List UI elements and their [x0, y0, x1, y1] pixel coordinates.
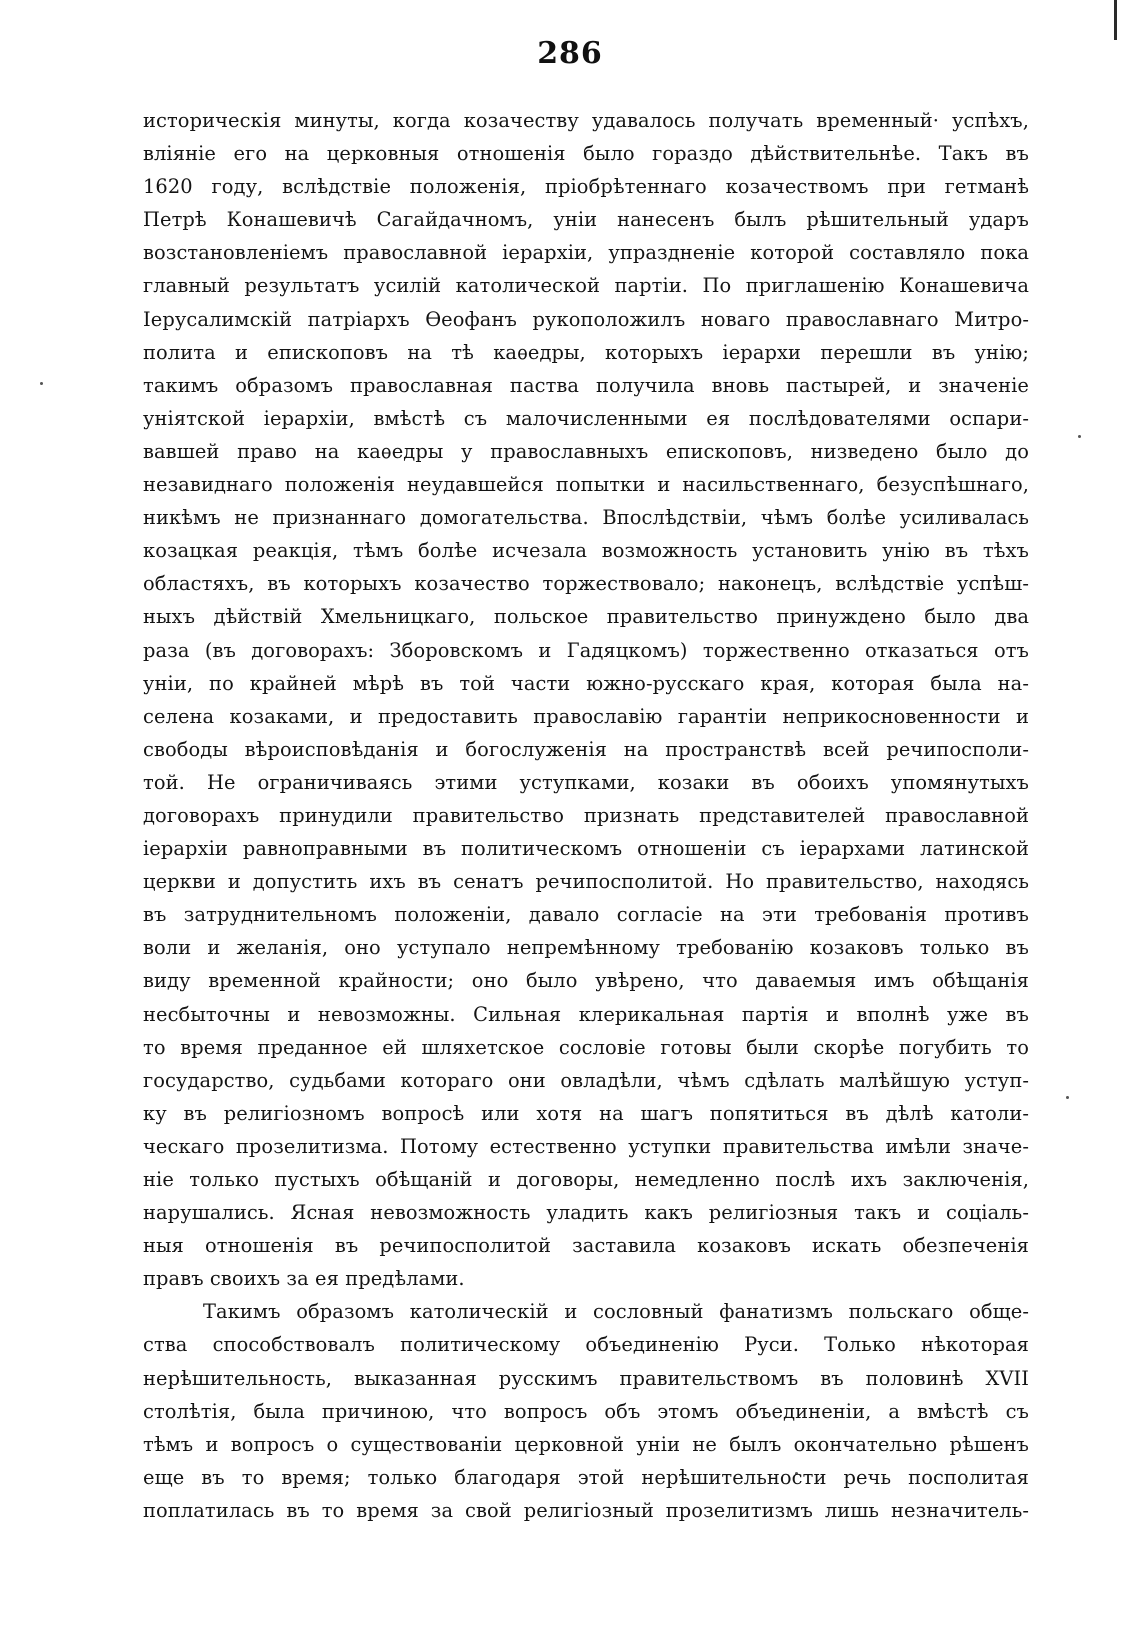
text-line: раза (въ договорахъ: Зборовскомъ и Гадяцкомъ) торжественно отказаться отъ — [143, 638, 1029, 662]
text-line: еще въ то время; только благодаря этой нерѣшительности речь посполитая — [143, 1465, 1029, 1489]
text-line: поплатилась въ то время за свой религіозный прозелитизмъ лишь незначитель- — [143, 1498, 1029, 1522]
text-line: государство, судьбами котораго они овладѣли, чѣмъ сдѣлать малѣйшую уступ- — [143, 1068, 1029, 1092]
text-line: ніе только пустыхъ обѣщаній и договоры, немедленно послѣ ихъ заключенія, — [143, 1168, 1029, 1191]
text-line: Такимъ образомъ католическій и сословный фанатизмъ польскаго обще- — [203, 1300, 1029, 1324]
text-line: въ затруднительномъ положеніи, давало согласіе на эти требованія противъ — [143, 903, 1029, 927]
text-line: историческія минуты, когда козачеству удавалось получать временный· успѣхъ, — [143, 109, 1029, 132]
text-line: возстановленіемъ православной іерархіи, упраздненіе которой составляло пока — [143, 241, 1029, 265]
text-line: виду временной крайности; оно было увѣрено, что даваемыя имъ обѣщанія — [143, 969, 1029, 993]
text-line: главный результатъ усилій католической партіи. По приглашенію Конашевича — [143, 274, 1029, 298]
text-line: нерѣшительность, выказанная русскимъ правительствомъ въ половинѣ XVII — [143, 1366, 1029, 1390]
text-line: свободы вѣроисповѣданія и богослуженія на пространствѣ всей речипосполи- — [143, 737, 1029, 761]
text-line: вліяніе его на церковныя отношенія было гораздо дѣйствительнѣе. Такъ въ — [143, 142, 1029, 166]
body-text — [143, 104, 1029, 1527]
text-line: ныхъ дѣйствій Хмельницкаго, польское правительство принуждено было два — [143, 605, 1029, 629]
text-line: ческаго прозелитизма. Потому естественно уступки правительства имѣли значе- — [143, 1134, 1029, 1158]
scan-speck — [1066, 1096, 1069, 1099]
text-line: козацкая реакція, тѣмъ болѣе исчезала возможность установить унію въ тѣхъ — [143, 539, 1029, 563]
text-line: такимъ образомъ православная паства получила вновь пастырей, и значеніе — [143, 373, 1029, 397]
text-line: воли и желанія, оно уступало непремѣнному требованію козаковъ только въ — [143, 936, 1029, 960]
text-line: уніятской іерархіи, вмѣстѣ съ малочисленными ея послѣдователями оспари- — [143, 406, 1029, 430]
scan-speck — [1078, 435, 1081, 438]
text-line: незавиднаго положенія неудавшейся попытки и насильственнаго, безуспѣшнаго, — [143, 473, 1029, 497]
text-line: никѣмъ не признаннаго домогательства. Впослѣдствіи, чѣмъ болѣе усиливалась — [143, 506, 1029, 530]
text-line: полита и епископовъ на тѣ каѳедры, которыхъ іерархи перешли въ унію; — [143, 340, 1029, 364]
text-line: нарушались. Ясная невозможность уладить какъ религіозныя такъ и соціаль- — [143, 1201, 1029, 1225]
text-line: ку въ религіозномъ вопросѣ или хотя на шагъ попятиться въ дѣлѣ католи- — [143, 1101, 1029, 1125]
text-line: церкви и допустить ихъ въ сенатъ речипосполитой. Но правительство, находясь — [143, 870, 1029, 894]
page-number: 286 — [537, 36, 603, 71]
text-line: тѣмъ и вопросъ о существованіи церковной уніи не былъ окончательно рѣшенъ — [143, 1432, 1029, 1456]
text-line: той. Не ограничиваясь этими уступками, козаки въ обоихъ упомянутыхъ — [143, 770, 1029, 794]
text-line: столѣтія, была причиною, что вопросъ объ этомъ объединеніи, а вмѣстѣ съ — [143, 1399, 1029, 1423]
scan-edge-line — [1114, 0, 1117, 40]
text-line: то время преданное ей шляхетское сословіе готовы были скорѣе погубить то — [143, 1035, 1029, 1059]
text-line: правъ своихъ за ея предѣлами. — [143, 1267, 465, 1291]
text-line: іерархіи равноправными въ политическомъ отношеніи съ іерархами латинской — [143, 837, 1029, 861]
scan-speck — [40, 382, 43, 385]
text-line: областяхъ, въ которыхъ козачество торжествовало; наконецъ, вслѣдствіе успѣш- — [143, 572, 1029, 596]
text-line: селена козаками, и предоставить православію гарантіи неприкосновенности и — [143, 704, 1029, 728]
text-line: Іерусалимскій патріархъ Ѳеофанъ рукоположилъ новаго православнаго Митро- — [143, 307, 1029, 331]
text-line: ныя отношенія въ речипосполитой заставила козаковъ искать обезпеченія — [143, 1234, 1029, 1258]
text-line: несбыточны и невозможны. Сильная клерикальная партія и вполнѣ уже въ — [143, 1002, 1029, 1026]
text-line: уніи, по крайней мѣрѣ въ той части южно-русскаго края, которая была на- — [143, 671, 1029, 695]
text-line: договорахъ принудили правительство признать представителей православной — [143, 803, 1029, 827]
text-line: Петрѣ Конашевичѣ Сагайдачномъ, уніи нанесенъ былъ рѣшительный ударъ — [143, 208, 1029, 232]
text-line: вавшей право на каѳедры у православныхъ епископовъ, низведено было до — [143, 439, 1029, 463]
text-line: 1620 году, вслѣдствіе положенія, пріобрѣтеннаго козачествомъ при гетманѣ — [143, 175, 1029, 199]
text-line: ства способствовалъ политическому объединенію Руси. Только нѣкоторая — [143, 1333, 1029, 1357]
